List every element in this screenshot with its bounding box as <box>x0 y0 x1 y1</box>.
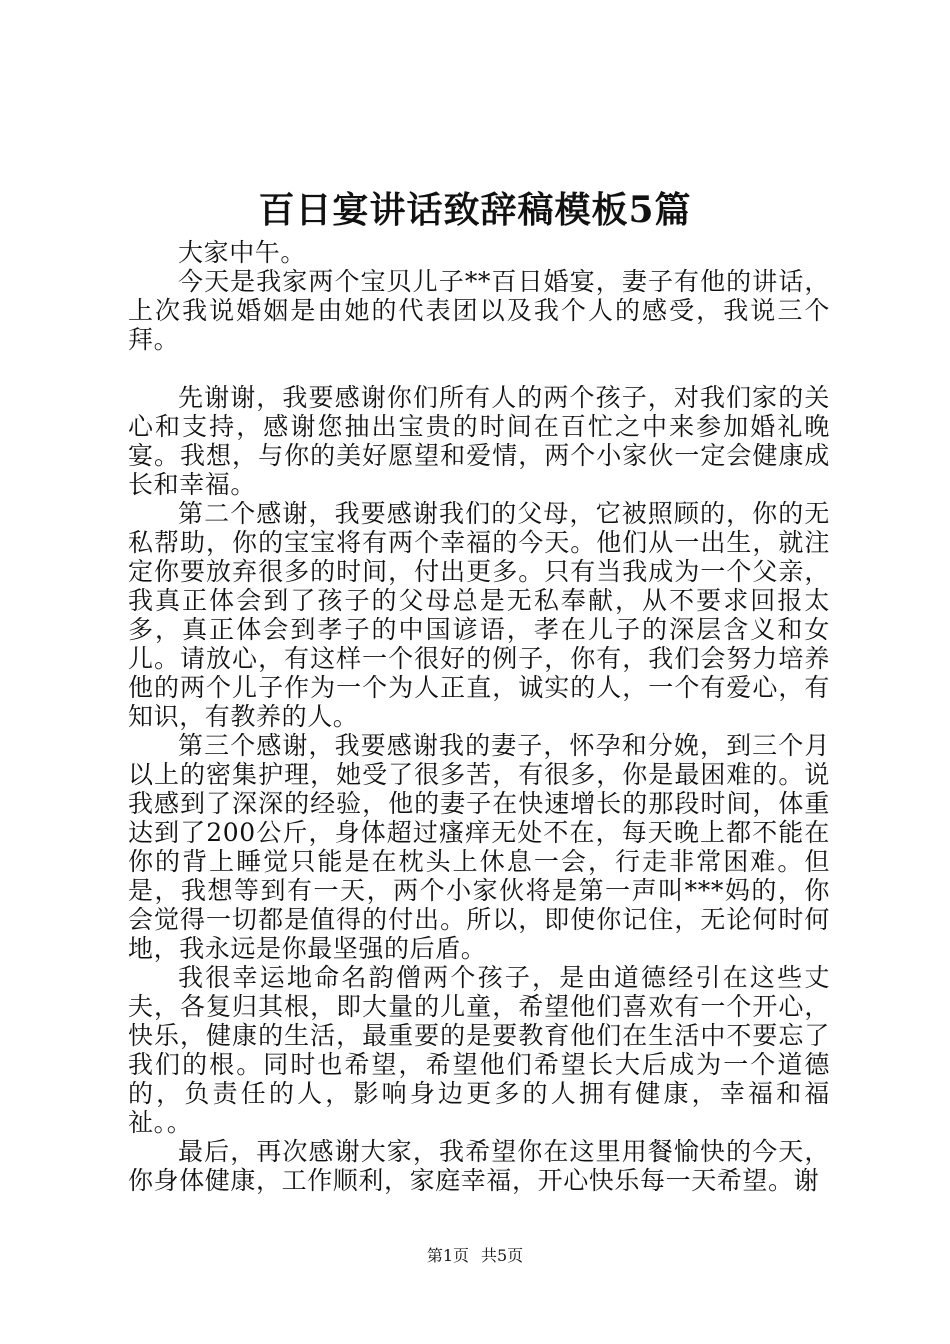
document-body <box>128 238 830 1195</box>
document-title: 百日宴讲话致辞稿模板5篇 <box>258 189 692 231</box>
paragraph-second-thanks: 第二个感谢，我要感谢我们的父母，它被照顾的，你的无私帮助，你的宝宝将有两个幸福的今天。他们从一出生，就注定你要放弃很多的时间，付出更多。只有当我成为一个父亲，我真正体会到了孩子的父母总是无私奉献，从不要求回报太多，真正体会到孝子的中国谚语，孝在儿子的深层含义和女儿。请放心，有这样一个很好的例子，你有，我们会努力培养他的两个儿子作为一个为人正直，诚实的人，一个有爱心，有知识，有教养的人。 <box>128 499 830 731</box>
paragraph-intro: 今天是我家两个宝贝儿子**百日婚宴，妻子有他的讲话，上次我说婚姻是由她的代表团以及我个人的感受，我说三个拜。 <box>128 267 830 354</box>
page-number: 第1页 <box>426 1246 469 1265</box>
paragraph-greeting: 大家中午。 <box>178 238 307 267</box>
paragraph-naming: 我很幸运地命名韵僧两个孩子，是由道德经引在这些丈夫，各复归其根，即大量的儿童，希望他们喜欢有一个开心，快乐，健康的生活，最重要的是要教育他们在生活中不要忘了我们的根。同时也希望，希望他们希望长大后成为一个道德的，负责任的人，影响身边更多的人拥有健康，幸福和福祉。。 <box>128 963 830 1137</box>
page-total: 共5页 <box>481 1246 524 1265</box>
page-footer <box>0 1244 950 1268</box>
paragraph-third-thanks: 第三个感谢，我要感谢我的妻子，怀孕和分娩，到三个月以上的密集护理，她受了很多苦，有很多，你是最困难的。说我感到了深深的经验，他的妻子在快速增长的那段时间，体重达到了200公斤，身体超过瘙痒无处不在，每天晚上都不能在你的背上睡觉只能是在枕头上休息一会，行走非常困难。但是，我想等到有一天，两个小家伙将是第一声叫***妈的，你会觉得一切都是值得的付出。所以，即使你记住，无论何时何地，我永远是你最坚强的后盾。 <box>128 731 830 963</box>
paragraph-first-thanks: 先谢谢，我要感谢你们所有人的两个孩子，对我们家的关心和支持，感谢您抽出宝贵的时间在百忙之中来参加婚礼晚宴。我想，与你的美好愿望和爱情，两个小家伙一定会健康成长和幸福。 <box>128 383 830 499</box>
paragraph-closing: 最后，再次感谢大家，我希望你在这里用餐愉快的今天，你身体健康，工作顺利，家庭幸福，开心快乐每一天希望。谢 <box>128 1137 830 1195</box>
